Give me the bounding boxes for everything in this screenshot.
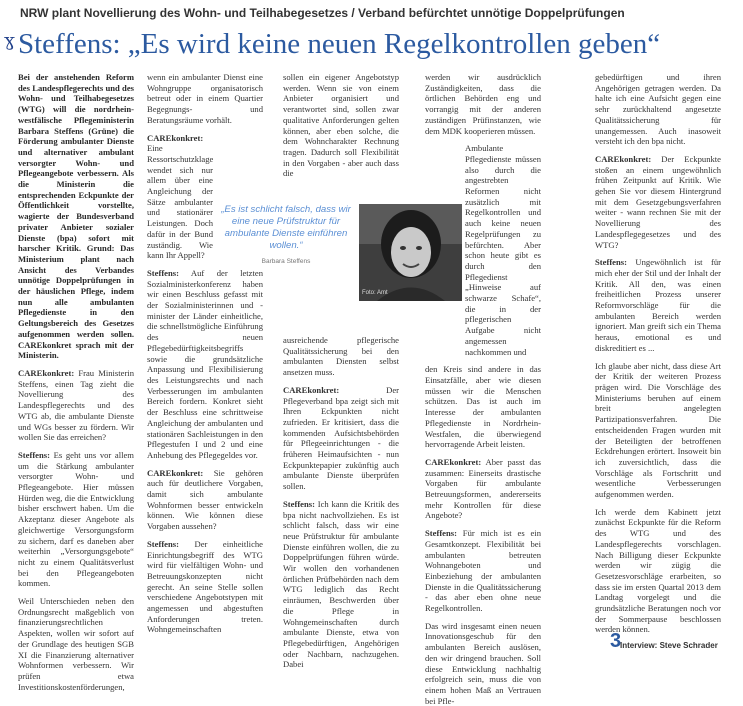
body-paragraph: Weil Unterschieden neben den Ordnungsrecht maßgeblich von finanzierungsrechtlichen Aspekten, wollen wir sofort auf der Grundlage des heutigen SGB XI die Finanzierung alternativer Wohnformen verbessern. Wir prüfen etwa Investitionskostenförderungen, xyxy=(18,596,134,692)
interview-credit: Interview: Steve Schrader xyxy=(620,641,718,650)
body-paragraph: den Kreis sind andere in das Einsatzfälle, aber wie diesen müssen wir die Menschen schützen. Das ist auch im Interesse der ambulanten Pflegedienste in Nordrhein-Westfalen, die überwiegend hervorragende Arbeit leisten. xyxy=(425,364,541,450)
article-column-5 xyxy=(595,72,721,635)
article-kicker: NRW plant Novellierung des Wohn- und Teilhabegesetzes / Verband befürchtet unnötige Doppelprüfungen xyxy=(20,6,625,20)
body-paragraph: Ich werde dem Kabinett jetzt zunächst Eckpunkte für die Reform des WTG und des Landespflegerechts vorschlagen. Nach Billigung dieser Eckpunkte werden wir zügig die Gesetzesvorschläge erarbeiten, so dass sie im ersten Quartal 2013 dem Landtag vorgelegt und die grundsätzliche Beratungen noch vor der Sommerpause beschlossen werden können. xyxy=(595,506,721,635)
answer-paragraph: Steffens: Es geht uns vor allem um die Stärkung ambulanter versorgter Wohn- und Pflegeangebote. Hier müssen Hürden weg, die die Entwicklung bisher erschwert haben. Um die Akzeptanz dieser Angebote als gleichwertige Versorgungsform zu sichern, darf es daneben aber weiterhin „Versorgungsgebote“ nicht zu einem Qualitätsverlust bei den Pflegeangeboten kommen. xyxy=(18,449,134,589)
margin-handwriting-mark: ɣ xyxy=(4,30,15,51)
answer-paragraph: Steffens: Der einheitliche Einrichtungsbegriff des WTG wird für vielfältigen Wohn- und Betreuungskonzepten nicht gerecht. An seine Stelle sollen verschiedene Angebotstypen mit angemessen und abgestuften Anforderungen treten. Wohngemeinschaften xyxy=(147,538,263,635)
photo-credit: Foto: Amt xyxy=(362,290,388,296)
article-column-3 xyxy=(283,72,399,202)
question-paragraph: CAREkonkret: Frau Ministerin Steffens, einen Tag zieht die Novellierung des Landespflegerechts und des WTG ab, die ambulante Dienste und WGs besser zu fördern. Wir wollen Sie das erreichen? xyxy=(18,367,134,443)
question-paragraph: CAREkonkret: Der Eckpunkte stoßen an einem ungewöhnlich frühen Zeitpunkt auf Kritik. Wie gehen Sie vor diesem Hintergrund mit dem Gesetzgebungsverfahren weiter - wann rechnen Sie mit der Novellierung des Landespflegegesetzes und des WTG? xyxy=(595,153,721,250)
question-paragraph: CAREkonkret: Der Pflegeverband bpa zeigt sich mit Ihren Eckpunkten nicht zufrieden. Er kritisiert, dass die kommenden Aufsichtsbehörden für Pflegeeinrichtungen - die früheren Heimaufsichten - nun Eckpunktepapier zukünftig auch ambulante Dienste überprüfen sollen. xyxy=(283,384,399,492)
article-column-4 xyxy=(425,72,541,706)
answer-paragraph: Steffens: Ich kann die Kritik des bpa nicht nachvollziehen. Es ist schlicht falsch, dass wir eine neue Prüfstruktur für ambulante Dienste einführen wollen, die zu Doppelprüfungen führen würde. Wir wollen den vorhandenen örtlichen Prüfbehörden nach dem WTG lediglich das Recht einräumen, Beschwerden über die Pflege in Wohngemeinschaften durch ambulante Dienste, etwa von Pflegebedürftigen, Angehörigen oder Nachbarn, nachzugehen. Dabei xyxy=(283,498,399,670)
pull-quote-author: Barbara Steffens xyxy=(261,258,311,265)
body-paragraph: werden wir ausdrücklich Zuständigkeiten, dass die örtlichen Behörden eng und vorrangig mit der anderen zuständigen Prüfinstanzen, wie dem MDK kooperieren müssen. xyxy=(425,72,541,136)
body-paragraph: Das wird insgesamt einen neuen Innovationsgeschub für den ambulanten Bereich auslösen, den wir dringend brauchen. Soll diese Entwicklung nachhaltig erfolgreich sein, muss die von einem hohen Maß an Vertrauen bei Pfle- xyxy=(425,620,541,706)
pull-quote xyxy=(218,204,354,300)
body-paragraph: sollen ein eigener Angebotstyp werden. Wenn sie von einem Anbieter organisiert und verantwortet sind, sollen zwar qualitative Anforderungen gelten können, aber eben solche, die dem Wohncharakter Rechnung tragen. Dadurch soll Flexibilität in den Vorgaben - aber auch dass die xyxy=(283,72,399,179)
question-paragraph: CAREkonkret: Aber passt das zusammen: Einerseits drastische Vorgaben für ambulante Betreuungsformen, andererseits mehr Kontrollen für diese Angebote? xyxy=(425,456,541,521)
body-paragraph: Ich glaube aber nicht, dass diese Art der Kritik der weiteren Prozess prägen wird. Die Vorschläge des Ministeriums beruhen auf einem breit angelegten Partizipationsverfahren. Die entscheidenden Fragen wurden mit der Beteiligten der betroffenen Eckdrehungen erörtert. Insoweit bin ich zuversichtlich, dass die Vorschläge als Fortschritt und wesentliche Verbesserungen aufgenommen werden. xyxy=(595,360,721,500)
page-number: 3 xyxy=(610,630,622,652)
body-paragraph: Ambulante Pflegedienste müssen also durch die angestrebten Reformen nicht zusätzlich mit Regelkontrollen und auch keine neuen Regelprüfungen zu befürchten. Aber schon heute gibt es durch den Pflegedienst „Hinweise auf schwarze Schafe“, die in der pflegerischen Aufgabe nicht angemessen nachkommen und xyxy=(465,143,541,357)
answer-paragraph: Steffens: Auf der letzten Sozialministerkonferenz haben wir einen Beschluss gefasst mit der Sozialministerinnen und -minister der Länder einheitliche, die schnellstmögliche Einführung des neuen Pflegebedürftigkeitsbegriffs sowie die grundsätzliche Anpassung und Flexibilisierung des Leistungsrechts und nach Verbesserungen im ambulanten Bereich fordern. Konkret sieht der Beschluss eine schrittweise Angleichung der ambulanten und stationären Sachleistungen in den Pflegestufen I und 2 und eine Anhebung des Pflegegeldes vor. xyxy=(147,267,263,460)
article-column-2 xyxy=(147,72,263,657)
article-lead: Bei der anstehenden Reform des Landespflegerechts und des Wohn- und Teilhabegesetzes (WTG) will die nordrhein-westfälische Pflegeministerin Barbara Steffens (Grüne) die Förderung ambulanter Dienste und alternativer ambulant versorgter Wohn- und Pflegeangebote verbessern. Als die Ministerin die entsprechenden Eckpunkte der Öffentlichkeit vorstellte, wagierte der Bundesverband privater Anbieter sozialer Dienste (bpa) sofort mit harscher Kritik. Grund: Das Ministerium plant nach Ansicht des Verbandes unnötige Doppelprüfungen in der häuslichen Pflege, indem nun alle ambulanten Pflegedienste in den Geltungsbereich des Gesetzes aufgenommen werden sollen. CAREkonkret sprach mit der Ministerin. xyxy=(18,72,134,361)
body-paragraph: ausreichende pflegerische Qualitätssicherung bei den ambulanten Diensten selbst ansetzen muss. xyxy=(283,335,399,378)
body-paragraph: wenn ein ambulanter Dienst eine Wohngruppe organisatorisch betreut oder in einem Quartier Begegnungs- und Beratungsräume vorhält. xyxy=(147,72,263,125)
body-paragraph: gebedürftigen und ihren Angehörigen getragen werden. Da halte ich eine Aufsicht gegen eine sehr zurückhaltend angesetzte Qualitätssicherung für unangemessen. Auch inasoweit versteht ich den bpa nicht. xyxy=(595,72,721,147)
question-paragraph: CAREkonkret: Eine Ressortschutzklage wendet sich nur allem über eine Angleichung der Sätze ambulanter und stationärer Leistungen. Doch dafür in der Bund zuständig. Wie kann Ihr Appell? xyxy=(147,132,214,261)
article-column-1 xyxy=(18,72,134,692)
pull-quote-text: „Es ist schlicht falsch, dass wir eine neue Prüfstruktur für ambulante Dienste einführen wollen.“ xyxy=(221,204,351,251)
article-headline: Steffens: „Es wird keine neuen Regelkontrollen geben“ xyxy=(18,28,661,60)
question-paragraph: CAREkonkret: Sie gehören auch für deutlichere Vorgaben, damit sich ambulante Wohnformen besser entwickeln können. Wie können diese Vorgaben aussehen? xyxy=(147,467,263,532)
answer-paragraph: Steffens: Ungewöhnlich ist für mich eher der Stil und der Inhalt der Kritik. All den, was einen freiheitlichen Prozess unserer Reformvorschläge für die ambulanten Bereich werden ignoriert. Man greift sich ein Thema heraus, emotional es und diskreditiert es ... xyxy=(595,257,721,353)
article-column-3-lower xyxy=(283,335,399,670)
answer-paragraph: Steffens: Für mich ist es ein Gesamtkonzept. Flexibilität bei ambulanten betreuten Wohnangeboten und Einbeziehung der ambulanten Dienste in die Qualitätssicherung - das aber eben ohne neue Regelkontrollen. xyxy=(425,528,541,614)
